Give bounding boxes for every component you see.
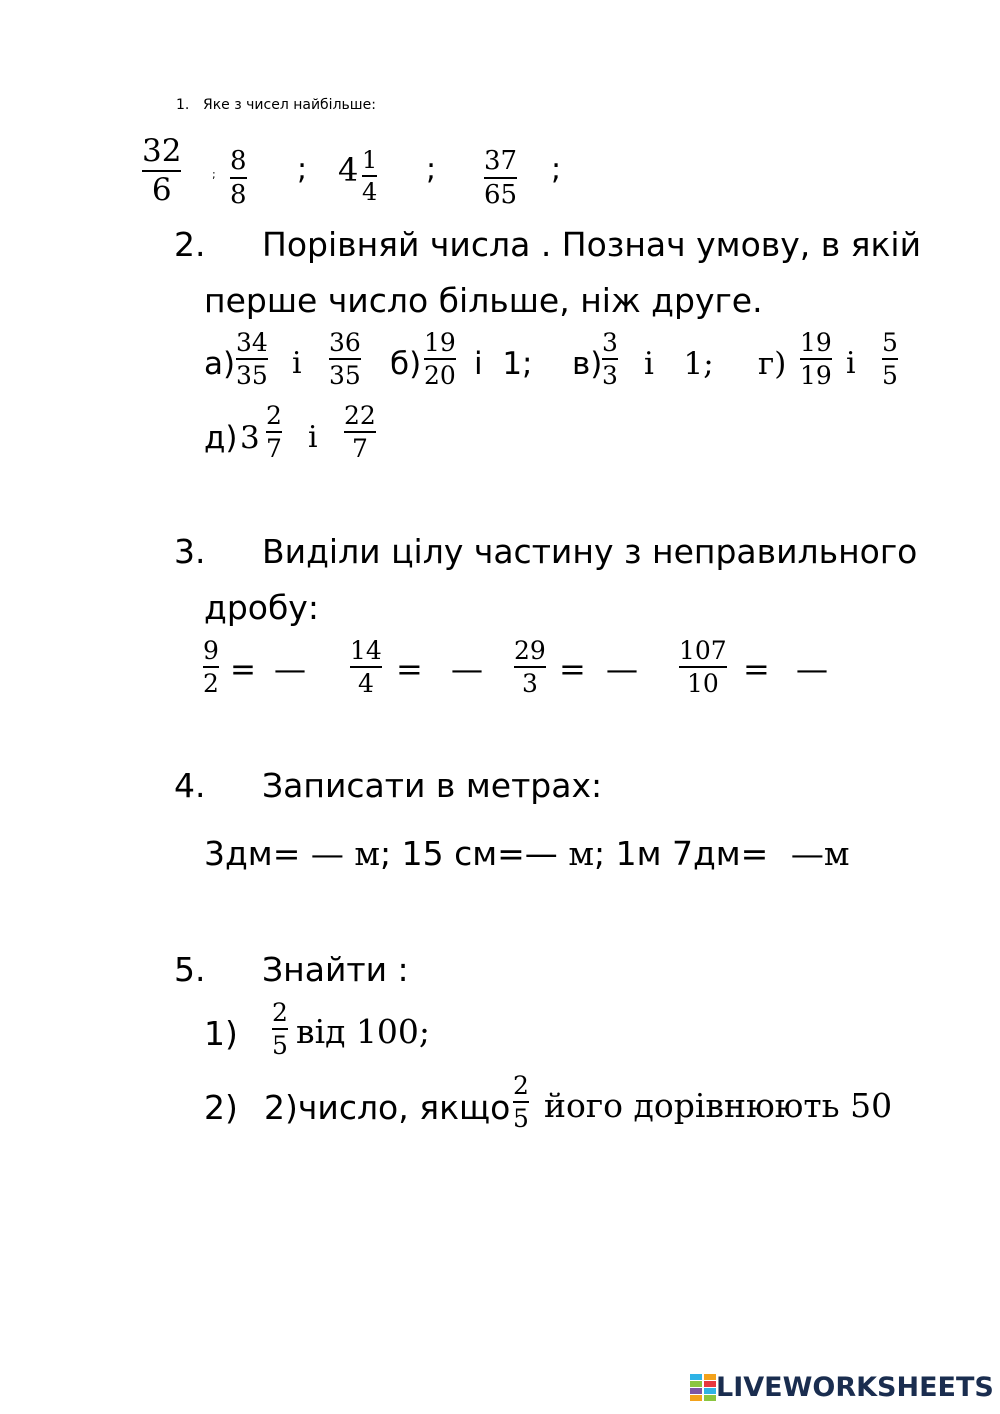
liveworksheets-logo: [690, 1372, 994, 1403]
q4-part-3: ; 1м 7дм=: [593, 834, 769, 873]
q2-a-conj: і: [292, 346, 302, 381]
q2-a-label: а): [204, 346, 236, 382]
q1-small-semicolon: ;: [212, 168, 216, 181]
q2-g-fraction-1: 19 19: [800, 328, 832, 390]
q5-item-2-fraction: 2 5: [513, 1071, 529, 1133]
q4-part-2: ; 15 см=—: [380, 834, 558, 873]
q2-g-label: г): [758, 346, 787, 382]
q4-unit-3: м: [823, 834, 850, 873]
q4-title: Записати в метрах:: [262, 766, 603, 805]
q2-v-fraction: 3 3: [602, 328, 618, 390]
q2-d-fraction-1: 2 7: [266, 401, 282, 463]
q1-semicolon-1: ;: [297, 152, 308, 187]
q3-fraction-1: 9 2: [203, 636, 219, 698]
q2-d-whole: 3: [240, 420, 260, 456]
q5-item-1-fraction: 2 5: [272, 998, 288, 1060]
q2-v-label: в): [572, 346, 603, 382]
q4-conversion-line: [204, 834, 850, 873]
q3-blank-2: —: [451, 650, 483, 688]
q4-number: 4.: [174, 766, 206, 805]
q5-item-1-label: 1): [204, 1014, 238, 1053]
q4-part-1-eq: = —: [272, 834, 344, 873]
q2-line2: перше число більше, ніж друге.: [204, 281, 763, 320]
q5-number: 5.: [174, 950, 206, 989]
liveworksheets-logo-text: LIVEWORKSHEETS: [716, 1372, 994, 1403]
q5-item-2-text2: його дорівнюють 50: [544, 1086, 893, 1125]
q4-unit-2: м: [568, 834, 594, 873]
q1-semicolon-3: ;: [551, 152, 562, 187]
q5-item-2-label: 2): [204, 1088, 238, 1127]
q3-blank-3: —: [606, 650, 638, 688]
q1-whole: 4: [338, 151, 359, 189]
q3-fraction-4: 107 10: [679, 636, 727, 698]
q2-g-fraction-2: 5 5: [882, 328, 898, 390]
q3-eq-1: =: [230, 652, 256, 688]
q3-eq-4: =: [743, 650, 770, 688]
q3-fraction-3: 29 3: [514, 636, 546, 698]
q1-fraction-3: 1 4: [362, 146, 378, 206]
q1-fraction-2: 8 8: [230, 146, 247, 210]
q3-line1: Виділи цілу частину з неправильного: [262, 532, 918, 571]
q2-b-fraction: 19 20: [424, 328, 456, 390]
q2-number: 2.: [174, 225, 206, 264]
liveworksheets-logo-icon: [690, 1374, 716, 1402]
q2-d-label: д): [204, 420, 238, 456]
q1-semicolon-2: ;: [426, 152, 437, 187]
q2-b-rest: і 1;: [474, 346, 533, 382]
q2-line1: Порівняй числа . Познач умову, в якій: [262, 225, 922, 264]
q4-part-1: 3дм: [204, 834, 273, 873]
q3-line2: дробу:: [204, 588, 319, 627]
q1-fraction-4: 37 65: [484, 146, 518, 210]
q2-d-fraction-2: 22 7: [344, 401, 376, 463]
q1-fraction-1: 32 6: [142, 133, 182, 208]
q3-eq-2: =: [396, 650, 423, 688]
q2-a-fraction-2: 36 35: [329, 328, 361, 390]
q3-fraction-2: 14 4: [350, 636, 382, 698]
q3-blank-4: —: [796, 650, 828, 688]
q2-g-conj: і: [846, 346, 856, 381]
q5-title: Знайти :: [262, 950, 409, 989]
q1-number: 1.: [176, 97, 190, 113]
q3-number: 3.: [174, 532, 206, 571]
q1-text: Яке з чисел найбільше:: [203, 97, 376, 113]
q2-a-fraction-1: 34 35: [236, 328, 268, 390]
q3-eq-3: =: [559, 650, 586, 688]
q4-unit-1: м: [354, 834, 381, 873]
q2-v-rest: і 1;: [644, 346, 714, 382]
q2-d-conj: і: [308, 420, 318, 455]
q3-blank-1: —: [274, 650, 306, 688]
q4-part-3-blank: —: [790, 834, 824, 873]
q2-b-label: б): [390, 346, 422, 382]
q5-item-1-text: від 100;: [296, 1012, 431, 1051]
q5-item-2-text1: 2)число, якщо: [264, 1088, 511, 1127]
